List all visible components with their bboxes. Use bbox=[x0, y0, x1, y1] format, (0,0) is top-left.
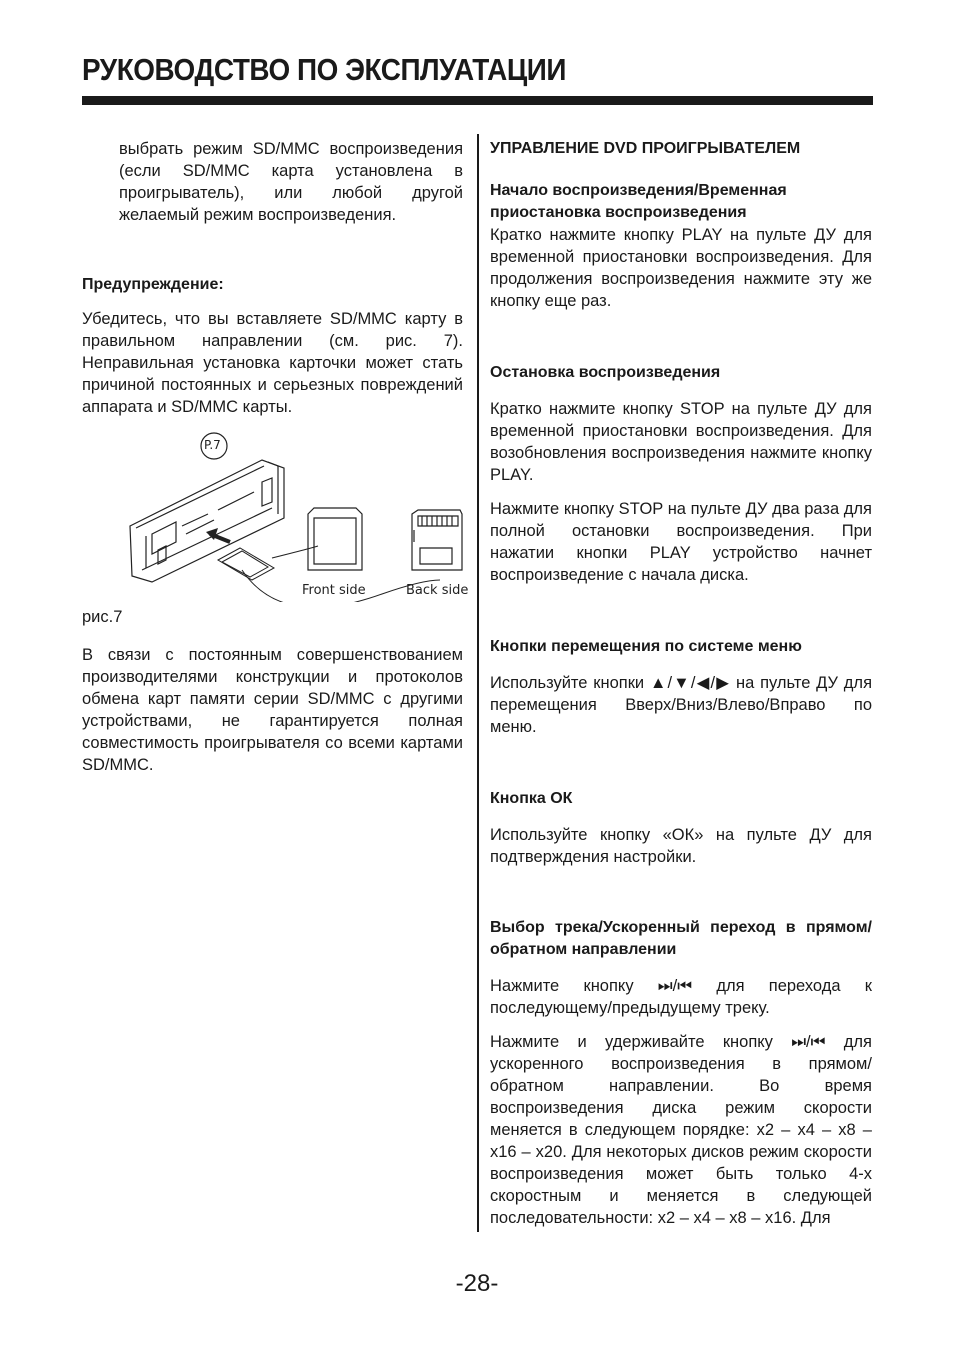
ok-heading: Кнопка ОК bbox=[490, 790, 573, 807]
play-heading: Начало воспроизведения/Временная приостановка воспроизведения bbox=[490, 182, 787, 221]
intro-text: выбрать режим SD/MMC воспроизведения (если SD/MMC карта установлена в проигрыватель), или любой другой желаемый режим воспроизведения. bbox=[119, 140, 463, 224]
warning-heading: Предупреждение: bbox=[82, 276, 224, 293]
play-block bbox=[490, 180, 872, 312]
play-text: Кратко нажмите кнопку PLAY на пульте ДУ для временной приостановки воспроизведения. Для продолжения воспроизведения нажмите эту же кнопку еще раз. bbox=[490, 226, 872, 310]
column-divider bbox=[477, 134, 479, 1232]
track-block bbox=[490, 917, 872, 1229]
stop-heading: Остановка воспроизведения bbox=[490, 364, 721, 381]
menu-text: Используйте кнопки ▲/▼/◀/▶ на пульте ДУ для перемещения Вверх/Вниз/Влево/Вправо по меню. bbox=[490, 674, 872, 736]
stop-text-2: Нажмите кнопку STOP на пульте ДУ два раза для полной остановки воспроизведения. При нажатии кнопки PLAY устройство начнет воспроизведение с начала диска. bbox=[490, 500, 872, 584]
section-title: УПРАВЛЕНИЕ DVD ПРОИГРЫВАТЕЛЕМ bbox=[490, 140, 801, 157]
car-stereo-faceplate-icon bbox=[130, 460, 284, 582]
back-side-label: Back side bbox=[406, 583, 469, 598]
figure-caption: рис.7 bbox=[82, 608, 123, 626]
ok-block bbox=[490, 788, 872, 868]
figure-illustration bbox=[122, 430, 468, 602]
menu-heading: Кнопки перемещения по системе меню bbox=[490, 638, 802, 655]
sd-card-back-icon bbox=[412, 510, 462, 570]
track-text-1: Нажмите кнопку ⏭/⏮ для перехода к последующему/предыдущему треку. bbox=[490, 977, 872, 1017]
warning-block bbox=[82, 274, 463, 418]
track-text-2: Нажмите и удерживайте кнопку ⏭/⏮ для ускоренного воспроизведения в прямом/обратном направлении. Во время воспроизведения диска режим скорости меняется в следующем порядке: x2 – x4 – x8 – x16 – x20. Для некоторых дисков режим скорости воспроизведения может быть только 4-х скоростным и меняется в следующей последовательности: x2 – x4 – x8 – x16. Для bbox=[490, 1033, 872, 1227]
intro-block bbox=[82, 138, 463, 226]
page-number: -28- bbox=[455, 1270, 499, 1297]
warning-text: Убедитесь, что вы вставляете SD/MMC карту в правильном направлении (см. рис. 7). Неправильная установка карточки может стать причиной постоянных и серьезных повреждений аппарата и SD/MMC карты. bbox=[82, 310, 463, 416]
ok-text: Используйте кнопку «ОК» на пульте ДУ для подтверждения настройки. bbox=[490, 826, 872, 866]
figure-badge: P.7 bbox=[204, 438, 221, 452]
stop-block bbox=[490, 362, 872, 586]
compat-block bbox=[82, 644, 463, 776]
menu-block bbox=[490, 636, 872, 738]
compat-text: В связи с постоянным совершенствованием производителями конструкции и протоколов обмена карт памяти серии SD/MMC с другими устройствами, не гарантируется полная совместимость проигрывателя со всеми картами SD/MMC. bbox=[82, 646, 463, 774]
sd-card-front-icon bbox=[308, 508, 362, 570]
page-title: РУКОВОДСТВО ПО ЭКСПЛУАТАЦИИ bbox=[82, 52, 566, 87]
stop-text-1: Кратко нажмите кнопку STOP на пульте ДУ для временной приостановки воспроизведения. Для возобновления воспроизведения нажмите кнопку PLAY. bbox=[490, 400, 872, 484]
title-underline-bar bbox=[82, 96, 873, 105]
sd-card-insertion-figure bbox=[122, 430, 468, 602]
track-heading: Выбор трека/Ускоренный переход в прямом/обратном направлении bbox=[490, 919, 872, 958]
front-side-label: Front side bbox=[302, 583, 366, 598]
dvd-control-section bbox=[490, 138, 872, 160]
